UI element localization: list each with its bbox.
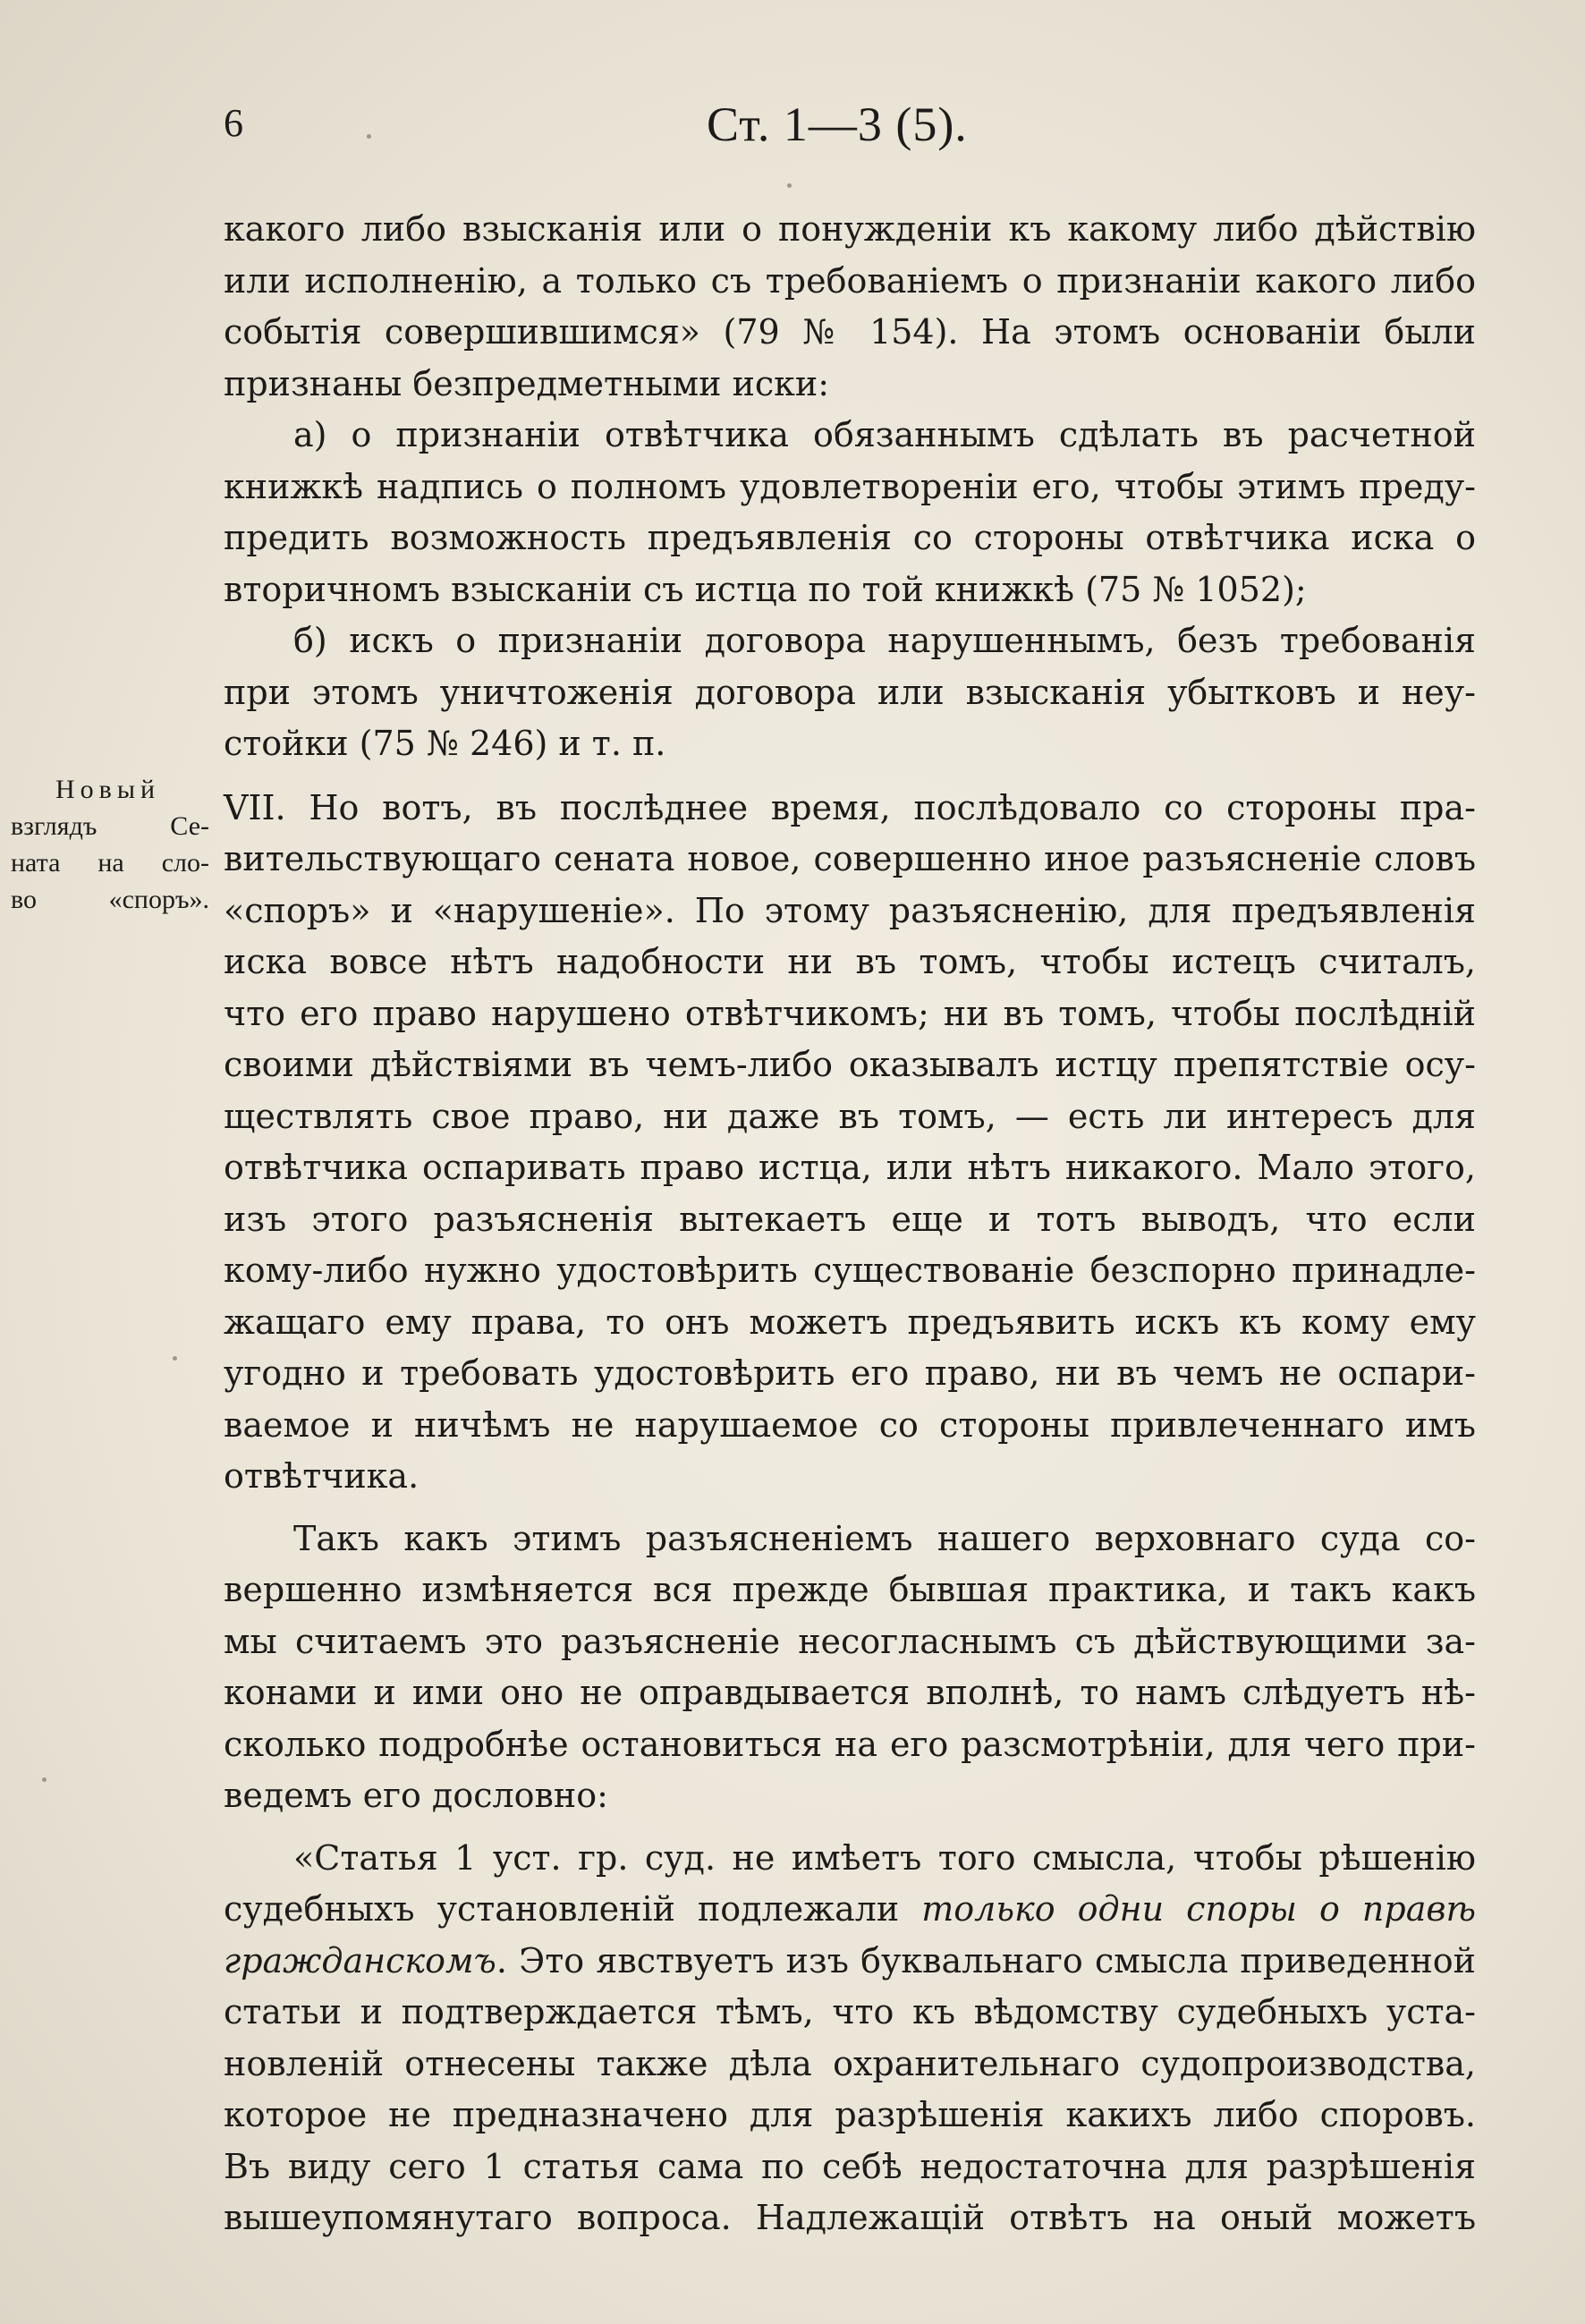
quote-line: Въ виду сего 1 статья сама по себѣ недостаточна для разрѣшенія — [224, 2146, 1476, 2186]
text-line: предить возможность предъявленія со стороны отвѣтчика иска о — [224, 518, 1476, 557]
text-line: ществлять свое право, ни даже въ томъ, — есть ли интересъ для — [224, 1096, 1476, 1136]
italic-phrase: только одни споры о правѣ — [921, 1889, 1476, 1929]
text-line: иска вовсе нѣтъ надобности ни въ томъ, чтобы истецъ считалъ, — [224, 942, 1476, 981]
text-line: что его право нарушено отвѣтчикомъ; ни въ томъ, чтобы послѣдній — [224, 993, 1476, 1033]
text-line: кому-либо нужно удостовѣрить существованіе безспорно принадле- — [224, 1251, 1476, 1290]
quote-line — [224, 1884, 1476, 1936]
text-line: отвѣтчика оспаривать право истца, или нѣтъ никакого. Мало этого, — [224, 1148, 1476, 1187]
quote-line: которое не предназначено для разрѣшенія какихъ либо споровъ. — [224, 2095, 1476, 2134]
text-line: при этомъ уничтоженія договора или взысканія убытковъ и неу- — [224, 672, 1476, 712]
italic-phrase: гражданскомъ — [224, 1940, 496, 1980]
text-line: жащаго ему права, то онъ можетъ предъявить искъ къ кому ему — [224, 1302, 1476, 1342]
quote-line: новленій отнесены также дѣла охранительнаго судопроизводства, — [224, 2043, 1476, 2083]
margin-note-line: ната на сло- — [11, 848, 209, 878]
quote-fragment: . Это явствуетъ изъ буквальнаго смысла приведенной — [496, 1940, 1476, 1980]
section-heading-line: VII. Но вотъ, въ послѣднее время, послѣдовало со стороны пра- — [224, 787, 1476, 827]
text-line: ведемъ его дословно: — [224, 1776, 608, 1815]
text-line: признаны безпредметными иски: — [224, 363, 830, 403]
text-line: конами и ими оно не оправдывается вполнѣ, то намъ слѣдуетъ нѣ- — [224, 1673, 1476, 1712]
body-text — [224, 204, 1476, 2244]
text-line: вершенно измѣняется вся прежде бывшая практика, и такъ какъ — [224, 1570, 1476, 1609]
text-line: стойки (75 № 246) и т. п. — [224, 724, 666, 763]
text-line: а) о признаніи отвѣтчика обязаннымъ сдѣлать въ расчетной — [293, 415, 1476, 454]
text-line: или исполненію, а только съ требованіемъ о признаніи какого либо — [224, 260, 1476, 301]
quote-line — [224, 1936, 1476, 1988]
text-line: своими дѣйствіями въ чемъ-либо оказывалъ истцу препятствіе осу- — [224, 1045, 1476, 1084]
margin-note-line: во «споръ». — [11, 885, 209, 914]
quote-line: статьи и подтверждается тѣмъ, что къ вѣдомству судебныхъ уста- — [224, 1992, 1476, 2031]
text-line: какого либо взысканія или о понужденіи къ какому либо дѣйствію — [224, 209, 1476, 249]
text-line: угодно и требовать удостовѣрить его право, ни въ чемъ не оспари- — [224, 1353, 1476, 1393]
text-line: мы считаемъ это разъясненіе несогласнымъ съ дѣйствующими за- — [224, 1621, 1476, 1661]
margin-note — [11, 771, 209, 918]
print-speck — [787, 183, 792, 188]
print-speck — [173, 1356, 177, 1361]
print-speck — [367, 134, 371, 139]
text-line: отвѣтчика. — [224, 1456, 420, 1496]
text-line: изъ этого разъясненія вытекаетъ еще и тотъ выводъ, что если — [224, 1199, 1476, 1239]
text-line: «споръ» и «нарушеніе». По этому разъясненію, для предъявленія — [224, 890, 1476, 930]
quote-line: вышеупомянутаго вопроса. Надлежащій отвѣтъ на оный можетъ — [224, 2198, 1476, 2237]
text-line: событія совершившимся» (79 № 154). На этомъ основаніи были — [224, 312, 1476, 352]
text-line: сколько подробнѣе остановиться на его разсмотрѣніи, для чего при- — [224, 1724, 1476, 1764]
text-line: б) искъ о признаніи договора нарушеннымъ, безъ требованія — [293, 621, 1476, 660]
running-head: Ст. 1—3 (5). — [707, 98, 968, 151]
print-speck — [42, 1777, 47, 1782]
text-line: вторичномъ взысканіи съ истца по той книжкѣ (75 № 1052); — [224, 569, 1307, 609]
text-line: вительствующаго сената новое, совершенно иное разъясненіе словъ — [224, 839, 1476, 878]
text-line: книжкѣ надпись о полномъ удовлетвореніи его, чтобы этимъ преду- — [224, 466, 1476, 506]
text-line: Такъ какъ этимъ разъясненіемъ нашего верховнаго суда со- — [293, 1518, 1476, 1558]
text-line: ваемое и ничѣмъ не нарушаемое со стороны привлеченнаго имъ — [224, 1404, 1476, 1445]
quote-fragment: судебныхъ установленій подлежали — [224, 1889, 922, 1929]
quote-line: «Статья 1 уст. гр. суд. не имѣетъ того смысла, чтобы рѣшенію — [293, 1837, 1476, 1878]
page-number: 6 — [224, 101, 243, 145]
margin-note-line: взглядъ Се- — [11, 811, 209, 841]
margin-note-line: Новый — [55, 775, 161, 804]
